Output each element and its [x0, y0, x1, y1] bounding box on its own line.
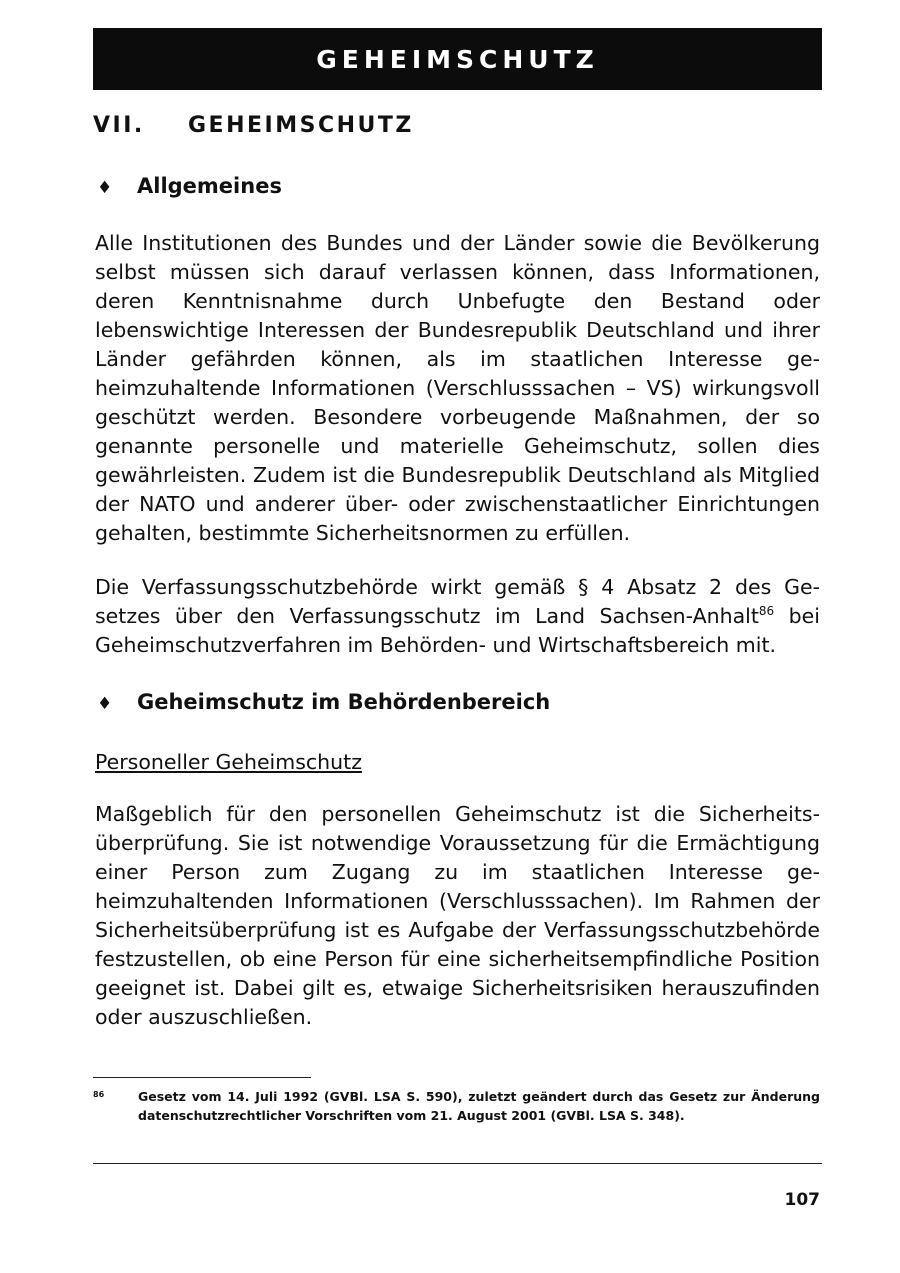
footnote-text: Gesetz vom 14. Juli 1992 (GVBl. LSA S. 590), zuletzt geändert durch das Gesetz zur Änderung datenschutzrechtlicher Vorschriften vom 21. August 2001 (GVBl. LSA S. 348).	[138, 1089, 820, 1123]
subheading-personeller-geheimschutz: Personeller Geheimschutz	[95, 750, 362, 774]
footnote-reference: 86	[758, 604, 775, 619]
footnote-number: 86	[93, 1090, 105, 1099]
paragraph-allgemeines: Alle Institutionen des Bundes und der Länder sowie die Bevölkerung selbst müssen sich darauf verlassen können, dass Informationen, deren Kenntnisnahme durch Unbefugte den Bestand oder lebenswichtige Interessen der Bundesrepublik Deutschland und ihrer Länder gefährden können, als im staatlichen Interesse geheimzuhaltende Informationen (Verschlusssachen – VS) wirkungsvoll geschützt werden. Besondere vorbeugende Maßnahmen, der so genannte personelle und materielle Geheimschutz, sollen dies gewährleisten. Zudem ist die Bundesrepublik Deutschland als Mitglied der NATO und anderer über- oder zwischenstaatlicher Einrichtungen gehalten, bestimmte Sicherheitsnormen zu erfüllen.	[95, 231, 820, 545]
diamond-bullet-icon: ♦	[97, 694, 113, 714]
section-heading-allgemeines	[97, 174, 282, 198]
section-heading-behoerdenbereich	[97, 690, 550, 714]
paragraph-text-part: bei Geheimschutzverfahren im Behörden- und Wirtschaftsbereich mit.	[95, 604, 820, 657]
chapter-title-text: GEHEIMSCHUTZ	[188, 113, 414, 138]
diamond-bullet-icon: ♦	[97, 178, 113, 198]
header-title: GEHEIMSCHUTZ	[316, 44, 599, 74]
section-title: Geheimschutz im Behördenbereich	[137, 690, 551, 714]
page-header-bar	[93, 28, 822, 90]
footnote-divider	[93, 1077, 311, 1078]
paragraph-text-part: Die Verfassungsschutzbehörde wirkt gemäß § 4 Absatz 2 des Gesetzes über den Verfassungsschutz im Land Sachsen-Anhalt	[95, 575, 820, 628]
paragraph-personeller-geheimschutz: Maßgeblich für den personellen Geheimschutz ist die Sicherheitsüberprüfung. Sie ist notwendige Voraussetzung für die Ermächtigung einer Person zum Zugang zu im staatlichen Interesse geheimzuhaltenden Informationen (Verschlusssachen). Im Rahmen der Sicherheitsüberprüfung ist es Aufgabe der Verfassungsschutzbehörde festzustellen, ob eine Person für eine sicherheitsempfindliche Position geeignet ist. Dabei gilt es, etwaige Sicherheitsrisiken herauszufinden oder auszuschließen.	[95, 802, 820, 1029]
paragraph-verfassungsschutz	[95, 573, 820, 660]
footnote	[93, 1087, 820, 1125]
page-number: 107	[784, 1190, 820, 1210]
chapter-title	[93, 113, 414, 138]
section-title: Allgemeines	[137, 174, 282, 198]
chapter-number: VII.	[93, 113, 145, 138]
page-footer-divider	[93, 1163, 822, 1164]
